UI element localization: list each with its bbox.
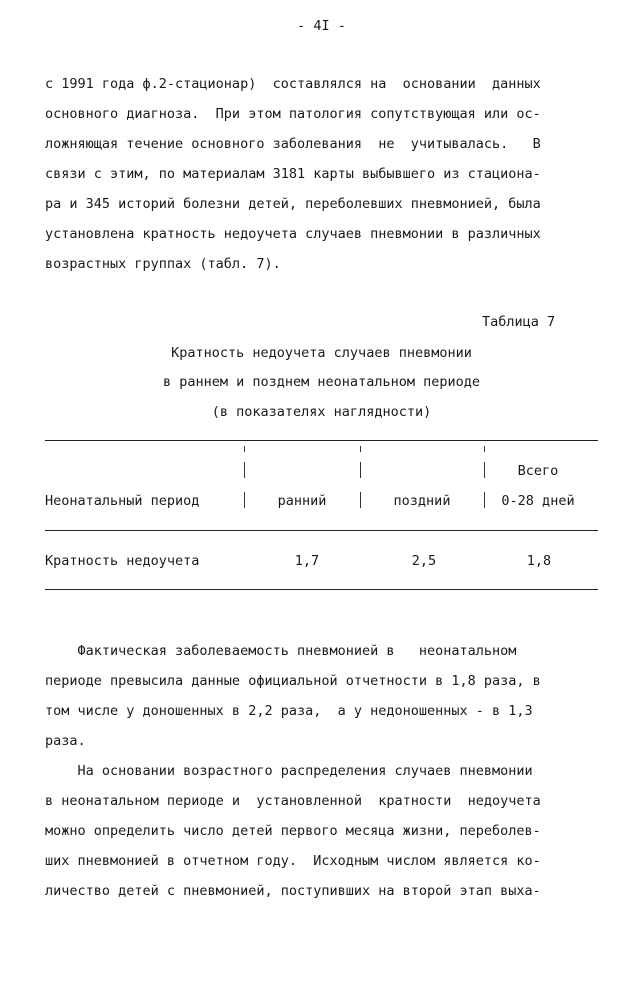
paragraph-line: установлена кратность недоучета случаев пневмонии в различных — [45, 226, 541, 242]
column-separator — [244, 446, 245, 452]
table-header-total: Всего — [517, 463, 559, 479]
paragraph-line: раза. — [45, 733, 86, 749]
paragraph-line: ложняющая течение основного заболевания не учитывалась. В — [45, 136, 541, 152]
paragraph-line: том числе у доношенных в 2,2 раза, а у недоношенных - в 1,3 — [45, 703, 533, 719]
paragraph-line: На основании возрастного распределения случаев пневмонии — [45, 763, 533, 779]
table-header-early: ранний — [277, 493, 327, 509]
paragraph-line: возрастных группах (табл. 7). — [45, 256, 281, 272]
column-separator — [484, 446, 485, 452]
paragraph-line: личество детей с пневмонией, поступивших на второй этап выха- — [45, 883, 541, 899]
table-row-label: Кратность недоучета — [45, 553, 200, 569]
column-separator — [484, 462, 485, 478]
paragraph-line: в неонатальном периоде и установленной кратности недоучета — [45, 793, 541, 809]
table-caption-line: в раннем и позднем неонатальном периоде — [163, 374, 480, 390]
paragraph-line: ра и 345 историй болезни детей, переболевших пневмонией, была — [45, 196, 541, 212]
paragraph-line: ших пневмонией в отчетном году. Исходным числом является ко- — [45, 853, 541, 869]
paragraph-line: основного диагноза. При этом патология сопутствующая или ос- — [45, 106, 541, 122]
table-header-period: Неонатальный период — [45, 493, 200, 509]
paragraph-line: Фактическая заболеваемость пневмонией в неонатальном — [45, 643, 517, 659]
column-separator — [244, 462, 245, 478]
page-number: - 4I - — [297, 18, 346, 34]
column-separator — [360, 446, 361, 452]
paragraph-line: связи с этим, по материалам 3181 карты выбывшего из стациона- — [45, 166, 541, 182]
table-number-label: Таблица 7 — [482, 314, 556, 330]
table-cell-late: 2,5 — [411, 553, 437, 569]
table-cell-total: 1,8 — [526, 553, 552, 569]
table-caption-line: Кратность недоучета случаев пневмонии — [171, 345, 472, 361]
paragraph-line: периоде превысила данные официальной отчетности в 1,8 раза, в — [45, 673, 541, 689]
column-separator — [360, 492, 361, 508]
table-caption-line: (в показателях наглядности) — [211, 404, 432, 420]
column-separator — [360, 462, 361, 478]
column-separator — [484, 492, 485, 508]
paragraph-line: можно определить число детей первого месяца жизни, переболев- — [45, 823, 541, 839]
paragraph-line: с 1991 года ф.2-стационар) составлялся на основании данных — [45, 76, 541, 92]
table-header-total-range: 0-28 дней — [501, 493, 575, 509]
table-top-rule — [45, 440, 598, 441]
table-header-rule — [45, 530, 598, 531]
table-bottom-rule — [45, 589, 598, 590]
table-cell-early: 1,7 — [294, 553, 320, 569]
table-header-late: поздний — [393, 493, 451, 509]
column-separator — [244, 492, 245, 508]
